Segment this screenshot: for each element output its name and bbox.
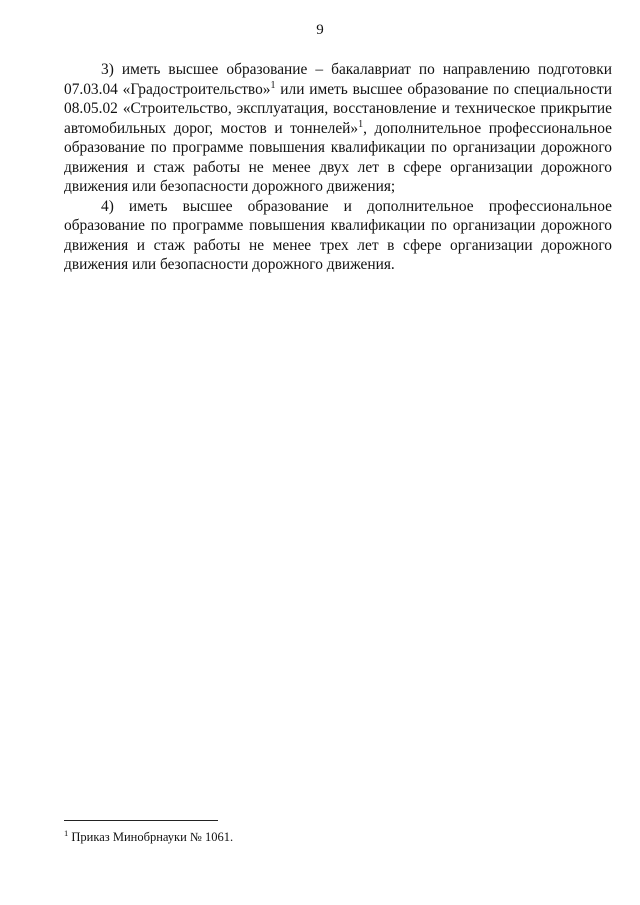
paragraph-text: 3) иметь высшее образование – бакалавриат по направлению подготовки 07.03.04 «Градостроительство»: [64, 61, 612, 98]
document-body: [64, 60, 612, 275]
footnote-reference: 1: [358, 118, 364, 130]
footnote: [64, 829, 612, 845]
paragraph-item-3: [64, 60, 612, 197]
footnote-marker: 1: [64, 828, 69, 838]
footnote-reference: 1: [270, 79, 276, 91]
footnote-text: Приказ Минобрнауки № 1061.: [68, 830, 234, 844]
page-number: 9: [316, 22, 324, 38]
paragraph-text: , дополнительное профессиональное образование по программе повышения квалификации по организации дорожного движения и стаж работы не менее двух лет в сфере организации дорожного движения или безопасности дорожного движения;: [64, 119, 612, 195]
footnote-separator: [64, 820, 218, 821]
paragraph-text: или иметь высшее образование по специальности 08.05.02 «Строительство, эксплуатация, восстановление и техническое прикрытие автомобильных дорог, мостов и тоннелей»: [64, 80, 612, 137]
paragraph-item-4: 4) иметь высшее образование и дополнительное профессиональное образование по программе повышения квалификации по организации дорожного движения и стаж работы не менее трех лет в сфере организации дорожного движения или безопасности дорожного движения.: [64, 197, 612, 273]
